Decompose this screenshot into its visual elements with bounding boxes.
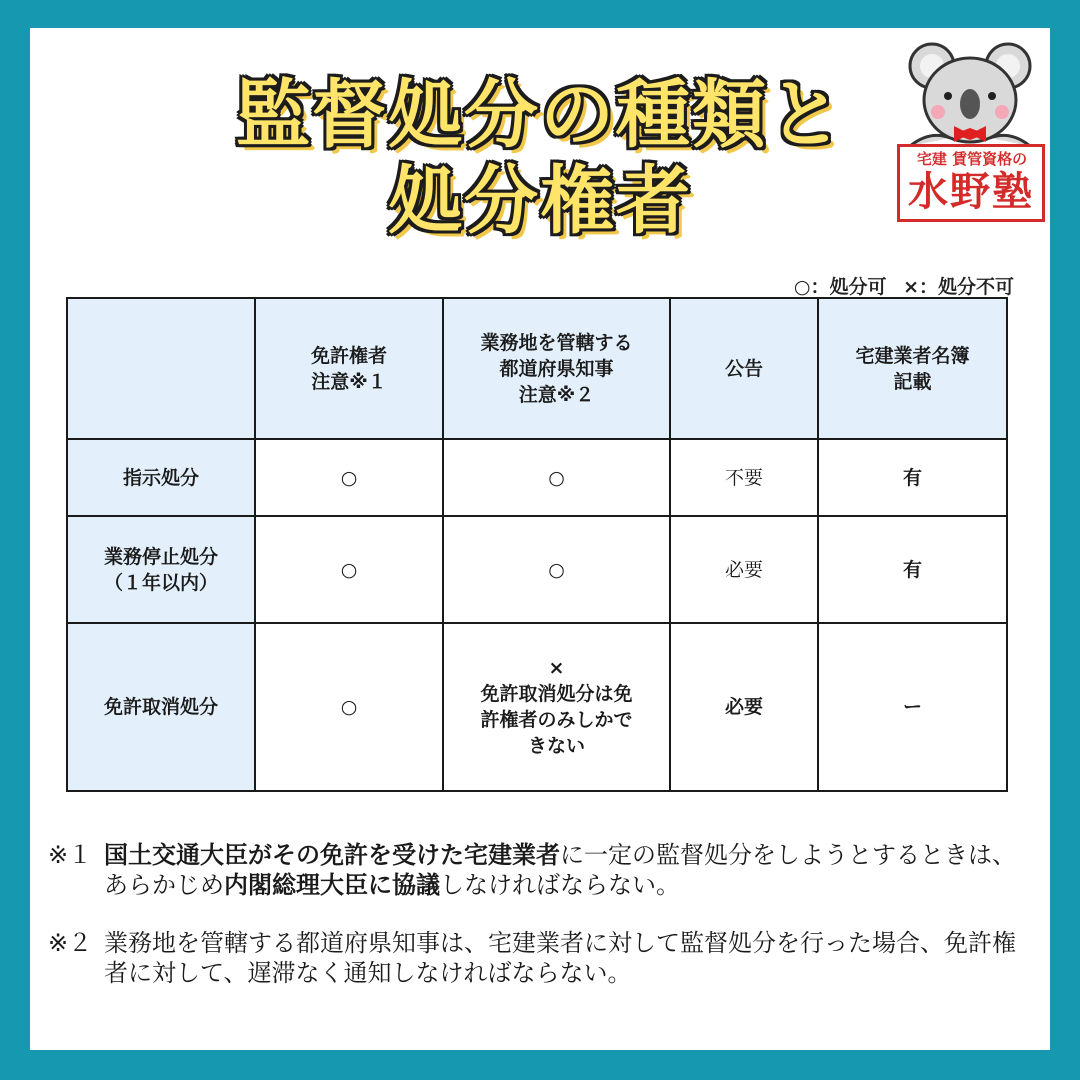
header-menkyo: 免許権者 注意※１ xyxy=(255,298,443,439)
table-header-row xyxy=(67,298,1007,439)
cell-chiji xyxy=(443,623,670,791)
footnote-1-text-b: しなければならない。 xyxy=(440,871,680,899)
footnotes xyxy=(48,840,1038,1016)
footnote-1-emphasis-a: 国土交通大臣がその免許を受けた宅建業者 xyxy=(104,841,560,869)
cell-meibo: 有 xyxy=(818,439,1007,516)
legend xyxy=(784,272,1014,299)
juku-logo-box xyxy=(897,144,1045,222)
row-label: 免許取消処分 xyxy=(67,623,255,791)
logo-name: 水野塾 xyxy=(908,169,1034,215)
cell-chiji-note: 免許取消処分は免 許権者のみしかで きない xyxy=(480,683,633,757)
footnote-1 xyxy=(48,840,1038,900)
table-row xyxy=(67,623,1007,791)
cell-kokoku: 必要 xyxy=(670,623,818,791)
title-line-2: 処分権者 xyxy=(388,158,692,244)
cell-kokoku: 必要 xyxy=(670,516,818,623)
header-meibo: 宅建業者名簿 記載 xyxy=(818,298,1007,439)
cell-menkyo: ○ xyxy=(255,439,443,516)
footnote-1-mark: ※１ xyxy=(48,841,93,869)
logo-subtitle: 宅建 賃管資格の xyxy=(916,150,1028,168)
cell-meibo: ー xyxy=(818,623,1007,791)
legend-ng: ×：処分不可 xyxy=(903,276,1014,298)
cell-chiji: ○ xyxy=(443,516,670,623)
table-row xyxy=(67,516,1007,623)
header-chiji: 業務地を管轄する 都道府県知事 注意※２ xyxy=(443,298,670,439)
header-blank xyxy=(67,298,255,439)
disposition-table xyxy=(66,297,1008,792)
header-kokoku: 公告 xyxy=(670,298,818,439)
footnote-2 xyxy=(48,928,1038,988)
row-label: 業務停止処分 （１年以内） xyxy=(67,516,255,623)
title-line-1: 監督処分の種類と xyxy=(236,72,844,158)
cell-menkyo: ○ xyxy=(255,516,443,623)
footnote-1-text-a: に一定の監督処分をしようとするときは、あらかじめ xyxy=(104,841,1016,899)
cell-meibo: 有 xyxy=(818,516,1007,623)
legend-ok: ○：処分可 xyxy=(793,276,887,298)
footnote-1-emphasis-b: 内閣総理大臣に協議 xyxy=(224,871,440,899)
cell-kokoku: 不要 xyxy=(670,439,818,516)
table-row xyxy=(67,439,1007,516)
cell-menkyo: ○ xyxy=(255,623,443,791)
cell-chiji-mark: × xyxy=(548,657,565,679)
row-label: 指示処分 xyxy=(67,439,255,516)
cell-chiji: ○ xyxy=(443,439,670,516)
footnote-2-mark: ※２ xyxy=(48,929,93,957)
footnote-2-text: 業務地を管轄する都道府県知事は、宅建業者に対して監督処分を行った場合、免許権者に対して、遅滞なく通知しなければならない。 xyxy=(104,929,1016,987)
